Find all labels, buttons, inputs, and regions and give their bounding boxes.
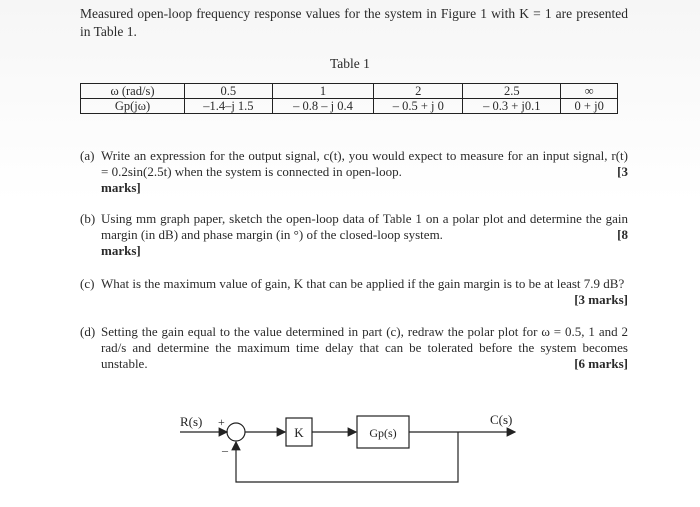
- frequency-response-table: [80, 83, 618, 114]
- table-cell: 0.5: [185, 84, 273, 99]
- question-label: (d): [80, 324, 96, 339]
- table-cell: –1.4–j 1.5: [185, 99, 273, 114]
- table-cell: ω (rad/s): [81, 84, 185, 99]
- question-label: (b): [80, 211, 96, 226]
- feedback-path: [236, 432, 458, 482]
- question-label: (a): [80, 148, 95, 163]
- table-header-row: [81, 84, 618, 99]
- gain-block-label: K: [294, 425, 304, 440]
- minus-sign: –: [222, 443, 228, 457]
- block-diagram: [170, 402, 530, 502]
- table-title: Table 1: [330, 56, 370, 71]
- question-b: [80, 211, 628, 259]
- marks-badge: marks]: [101, 180, 141, 195]
- table-cell: – 0.8 – j 0.4: [272, 99, 374, 114]
- marks-badge: [3: [617, 164, 628, 179]
- marks-badge: [6 marks]: [574, 356, 628, 371]
- table-cell: 1: [272, 84, 374, 99]
- marks-badge: marks]: [101, 243, 141, 258]
- table-cell: – 0.5 + j 0: [374, 99, 463, 114]
- summing-junction: [227, 423, 245, 441]
- table-row-label: Gp(jω): [81, 99, 185, 114]
- question-text: What is the maximum value of gain, K that can be applied if the gain margin is to be at least 7.9 dB?: [101, 276, 625, 291]
- table-row: [81, 99, 618, 114]
- marks-badge: [3 marks]: [574, 292, 628, 307]
- table-cell: 2.5: [463, 84, 561, 99]
- question-d: [80, 324, 628, 372]
- marks-badge: [8: [617, 227, 628, 242]
- block-diagram-svg: [170, 402, 530, 502]
- intro-paragraph: Measured open-loop frequency response values for the system in Figure 1 with K = 1 are presented in Table 1.: [80, 6, 628, 39]
- question-text: Write an expression for the output signal, c(t), you would expect to measure for an input signal, r(t) = 0.2sin(2.5t) when the system is connected in open-loop.: [101, 148, 628, 179]
- input-label: R(s): [180, 414, 203, 429]
- output-label: C(s): [490, 412, 513, 427]
- plant-block-label: Gp(s): [369, 426, 397, 440]
- question-label: (c): [80, 276, 95, 291]
- table-cell: – 0.3 + j0.1: [463, 99, 561, 114]
- question-c: [80, 276, 628, 308]
- table-cell: ∞: [561, 84, 618, 99]
- table-cell: 0 + j0: [561, 99, 618, 114]
- table-cell: 2: [374, 84, 463, 99]
- plus-sign: +: [218, 415, 225, 429]
- question-text: Setting the gain equal to the value determined in part (c), redraw the polar plot for ω = 0.5, 1 and 2 rad/s and determine the maximum time delay that can be tolerated before the system becomes unstable.: [101, 324, 628, 371]
- question-text: Using mm graph paper, sketch the open-loop data of Table 1 on a polar plot and determine the gain margin (in dB) and phase margin (in °) of the closed-loop system.: [101, 211, 628, 242]
- question-a: [80, 148, 628, 196]
